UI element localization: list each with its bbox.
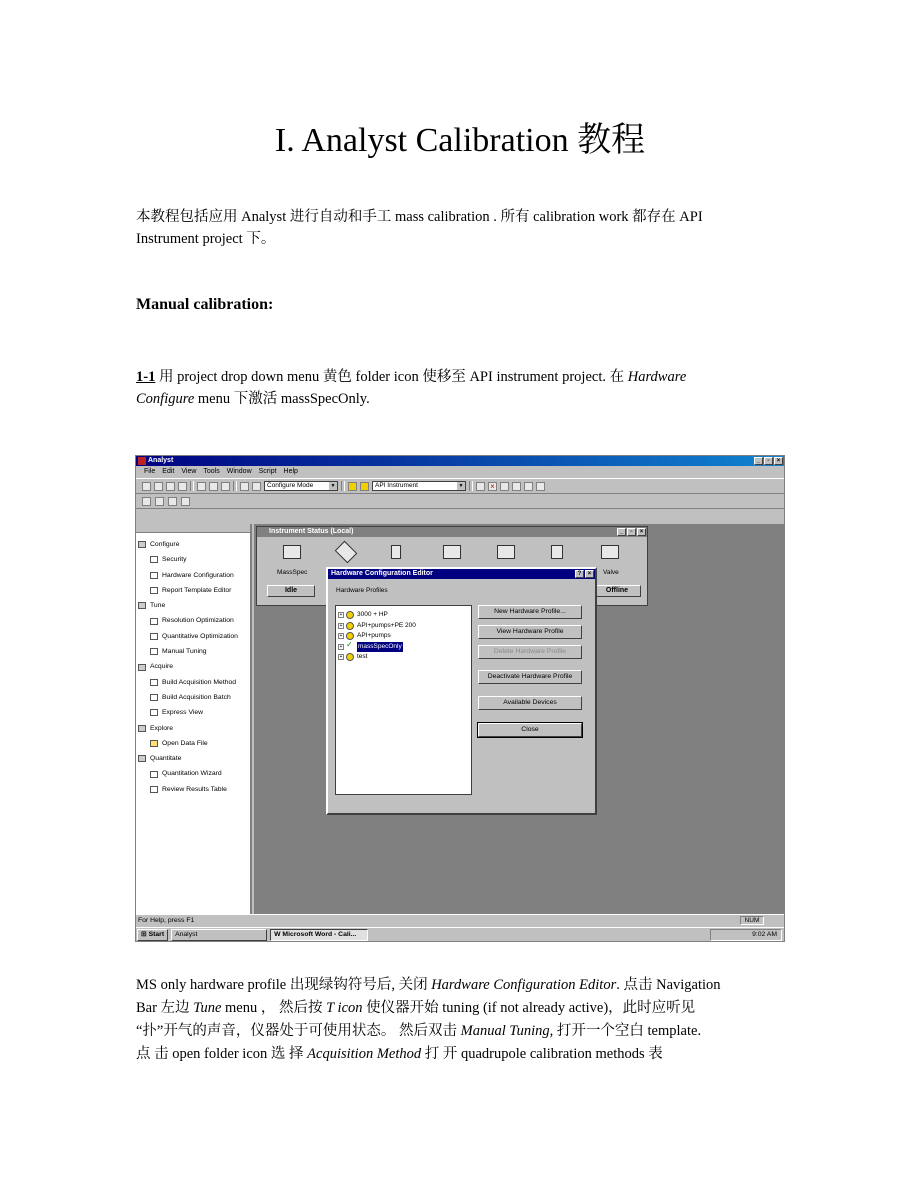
status-minimize-button[interactable]: _ [617, 528, 626, 536]
chevron-down-icon: ▼ [458, 483, 464, 489]
nav-item-quantitation-wizard[interactable] [138, 766, 250, 781]
section-heading: Manual calibration: [136, 296, 274, 313]
toolbar-separator [190, 481, 194, 491]
document-title: I. Analyst Calibration 教程 [274, 122, 646, 159]
hardware-profiles-label: Hardware Profiles [336, 587, 388, 594]
profile-item[interactable] [338, 621, 469, 632]
new-icon[interactable] [142, 482, 151, 491]
print-icon[interactable] [178, 482, 187, 491]
nav-item-icon [138, 541, 146, 548]
intro-line-1: 本教程包括应用 Analyst 进行自动和手工 mass calibration . 所有 calibration work 都存在 API [136, 209, 703, 225]
nav-item-label: Build Acquisition Batch [162, 693, 231, 701]
num-lock-indicator: NUM [740, 916, 764, 925]
nav-item-icon [150, 786, 158, 793]
save-icon[interactable] [166, 482, 175, 491]
nav-item-icon [150, 771, 158, 778]
tile-icon[interactable] [524, 482, 533, 491]
pump-icon[interactable] [391, 545, 401, 559]
nav-item-label: Review Results Table [162, 785, 227, 793]
analyst-app-icon [138, 457, 146, 465]
status-close-button[interactable]: × [637, 528, 646, 536]
close-dialog-button[interactable]: Close [478, 723, 582, 737]
nav-item-label: Open Data File [162, 739, 208, 747]
after-text-1a: MS only hardware profile 出现绿钩符号后, 关闭 [136, 977, 432, 993]
nav-item-label: Configure [150, 541, 180, 548]
profile-label: test [357, 653, 368, 660]
autosampler-icon[interactable] [443, 545, 461, 559]
nav-item-label: Quantitate [150, 755, 182, 763]
nav-item-label: Quantitative Optimization [162, 632, 238, 640]
navigation-bar-header [136, 524, 250, 533]
active-check-icon [346, 643, 354, 651]
minimize-button[interactable]: _ [754, 457, 763, 465]
expand-icon[interactable]: + [339, 612, 343, 619]
after-line-2 [136, 997, 786, 1020]
clock[interactable]: 9:02 AM [752, 931, 777, 938]
valve-state[interactable]: Offline [593, 585, 641, 597]
nav-item-icon [150, 679, 158, 686]
syringe-icon[interactable] [335, 541, 358, 564]
profile-item[interactable] [338, 610, 469, 621]
nav-item-label: Acquire [150, 663, 174, 671]
stop-icon[interactable]: × [488, 482, 497, 491]
close-button[interactable]: × [774, 457, 783, 465]
menu-help[interactable]: Help [283, 468, 298, 475]
open-icon[interactable] [154, 482, 163, 491]
folder-icon[interactable] [348, 482, 357, 491]
mode-combo[interactable] [264, 481, 338, 491]
dialog-close-icon[interactable]: × [585, 570, 594, 578]
valve-label: Valve [603, 569, 619, 576]
profile-check-icon [346, 622, 354, 630]
quantitate-icon[interactable] [168, 497, 177, 506]
profile-item[interactable] [338, 652, 469, 663]
status-window-controls [617, 528, 646, 536]
after-text-1b: . 点击 Navigation [616, 977, 721, 993]
nav-item-label: Hardware Configuration [162, 571, 234, 579]
taskbar-analyst-label: Analyst [175, 931, 198, 938]
status-text: For Help, press F1 [138, 917, 195, 924]
after-line-4 [136, 1043, 786, 1066]
menu-view[interactable]: View [181, 468, 197, 475]
nav-item-express-view[interactable] [138, 705, 250, 720]
after-italic-1: Hardware Configuration Editor [431, 977, 617, 993]
expand-icon[interactable]: + [339, 622, 343, 629]
start-button[interactable] [137, 929, 168, 941]
step-1-paragraph [136, 366, 786, 410]
menu-edit[interactable]: Edit [162, 468, 175, 475]
menu-tools[interactable]: Tools [203, 468, 220, 475]
new-hardware-profile-button[interactable]: New Hardware Profile... [478, 605, 582, 619]
profile-item[interactable] [338, 631, 469, 642]
step-number: 1-1 [136, 369, 156, 385]
oven-icon[interactable] [551, 545, 563, 559]
deactivate-hardware-profile-button[interactable]: Deactivate Hardware Profile [478, 670, 582, 684]
help-button[interactable]: ? [575, 570, 584, 578]
express-icon[interactable] [155, 497, 164, 506]
menu-file[interactable]: File [144, 468, 156, 475]
toolbar-separator [469, 481, 473, 491]
expand-icon[interactable]: + [339, 633, 343, 640]
nav-item-label: Resolution Optimization [162, 617, 234, 625]
nav-item-resolution-optimization[interactable] [138, 613, 250, 628]
word-icon: W [274, 931, 281, 938]
delete-hardware-profile-button[interactable]: Delete Hardware Profile [478, 645, 582, 659]
dialog-controls [575, 570, 594, 578]
after-italic-3: Manual Tuning [460, 1023, 550, 1039]
taskbar-analyst[interactable] [171, 929, 267, 941]
paste-icon[interactable] [221, 482, 230, 491]
profile-label: massSpecOnly [357, 642, 403, 653]
nav-item-open-data-file[interactable] [138, 736, 250, 751]
project-folder-icon[interactable] [360, 482, 369, 491]
profile-label: API+pumps+PE 200 [357, 621, 416, 629]
nav-item-security[interactable] [138, 552, 250, 567]
toolbar-separator [341, 481, 345, 491]
after-text-2a: Bar 左边 [136, 1000, 194, 1016]
after-text-3b: , 打开一个空白 template. [549, 1023, 702, 1039]
expand-icon[interactable]: + [339, 654, 343, 661]
nav-item-icon [150, 633, 158, 640]
windows-taskbar [136, 927, 784, 942]
grid-icon[interactable] [536, 482, 545, 491]
nav-item-report-template-editor[interactable] [138, 583, 250, 598]
profile-check-icon [346, 653, 354, 661]
expand-icon[interactable]: + [339, 643, 343, 650]
nav-item-icon [138, 664, 146, 671]
nav-item-build-acquisition-method[interactable] [138, 675, 250, 690]
hardware-icon[interactable] [142, 497, 151, 506]
nav-item-icon [150, 740, 158, 747]
dialog-title: Hardware Configuration Editor [331, 570, 433, 577]
hardware-configuration-editor [326, 567, 597, 815]
instrument-icon[interactable] [476, 482, 485, 491]
mode-combo-value: Configure Mode [267, 482, 314, 489]
step-1-line-2 [136, 388, 786, 410]
cut-icon[interactable] [197, 482, 206, 491]
nav-item-hardware-configuration[interactable] [138, 568, 250, 583]
hardware-profiles-tree [335, 605, 472, 795]
nav-item-configure[interactable] [138, 537, 250, 552]
menu-window[interactable]: Window [226, 468, 252, 475]
step-1-line-1 [136, 366, 786, 388]
nav-item-label: Express View [162, 709, 204, 717]
after-text-3a: “扑”开气的声音，仪器处于可使用状态。 然后双击 [136, 1023, 461, 1039]
after-line-3 [136, 1020, 786, 1043]
valve-icon[interactable] [601, 545, 619, 559]
undo-icon[interactable] [240, 482, 249, 491]
step-1-text-b: menu 下激活 massSpecOnly. [194, 391, 370, 407]
mass-spec-label: MassSpec [277, 569, 308, 576]
nav-item-label: Manual Tuning [162, 648, 207, 656]
nav-item-label: Quantitation Wizard [162, 770, 222, 778]
after-text-4a: 点 击 open folder icon 选 择 [136, 1046, 308, 1062]
view-hardware-profile-button[interactable]: View Hardware Profile [478, 625, 582, 639]
step-1-italic-a: Hardware [627, 369, 687, 385]
app-titlebar [136, 456, 784, 466]
after-italic-4: Acquisition Method [307, 1046, 422, 1062]
navigation-bar [136, 524, 252, 914]
nav-item-icon [150, 556, 158, 563]
copy-icon[interactable] [209, 482, 218, 491]
profile-item-selected[interactable] [338, 642, 469, 653]
status-maximize-button[interactable]: ▫ [627, 528, 636, 536]
secondary-toolbar [136, 494, 784, 509]
main-toolbar [136, 478, 784, 494]
security-icon[interactable] [181, 497, 190, 506]
after-text-2b: menu ， 然后按 [221, 1000, 327, 1016]
analyst-screenshot [135, 455, 785, 942]
intro-line-2: Instrument project 下。 [136, 231, 276, 247]
nav-item-explore[interactable] [138, 721, 250, 736]
mass-spec-state[interactable]: Idle [267, 585, 315, 597]
nav-item-label: Report Template Editor [162, 586, 232, 594]
nav-item-icon [150, 587, 158, 594]
nav-item-manual-tuning[interactable] [138, 644, 250, 659]
instrument-status-titlebar [257, 527, 647, 537]
nav-item-review-results-table[interactable] [138, 782, 250, 797]
start-label: Start [148, 931, 165, 938]
profile-check-icon [346, 611, 354, 619]
menu-script[interactable]: Script [258, 468, 277, 475]
project-combo[interactable] [372, 481, 466, 491]
dialog-titlebar [328, 569, 595, 579]
mass-spec-icon[interactable] [283, 545, 301, 559]
toolbar-separator [233, 481, 237, 491]
intro-paragraph [136, 206, 786, 250]
nav-item-icon [150, 618, 158, 625]
nav-item-tune[interactable] [138, 598, 250, 613]
nav-item-icon [138, 725, 146, 732]
profile-label: API+pumps [357, 632, 391, 639]
step-1-text-a: 用 project drop down menu 黄色 folder icon 使移至 API instrument project. 在 [155, 369, 628, 385]
nav-item-icon [150, 572, 158, 579]
status-bar [136, 914, 784, 925]
maximize-button[interactable]: ▫ [764, 457, 773, 465]
system-tray [710, 929, 782, 941]
nav-item-icon [150, 694, 158, 701]
after-text-2c: 使仪器开始 tuning (if not already active)，此时应听见 [362, 1000, 696, 1016]
navigation-list [136, 533, 250, 797]
menu-bar [136, 466, 784, 478]
window-controls [754, 457, 783, 465]
nav-item-build-acquisition-batch[interactable] [138, 690, 250, 705]
window-icon[interactable] [512, 482, 521, 491]
nav-item-quantitate[interactable] [138, 751, 250, 766]
available-devices-button[interactable]: Available Devices [478, 696, 582, 710]
after-line-1 [136, 974, 786, 997]
instrument-status-title: Instrument Status (Local) [269, 528, 354, 535]
after-paragraph [136, 974, 786, 1066]
app-title: Analyst [148, 457, 174, 464]
nav-item-icon [138, 755, 146, 762]
redo-icon[interactable] [252, 482, 261, 491]
chevron-down-icon: ▼ [330, 483, 336, 489]
project-combo-value: API Instrument [375, 482, 418, 489]
nav-item-icon [150, 709, 158, 716]
detector-icon[interactable] [497, 545, 515, 559]
nav-item-label: Build Acquisition Method [162, 678, 237, 686]
taskbar-word-label: Microsoft Word - Cali... [282, 931, 357, 938]
after-text-4b: 打 开 quadrupole calibration methods 表 [421, 1046, 663, 1062]
nav-item-acquire[interactable] [138, 659, 250, 674]
profile-label: 3000 + HP [357, 611, 388, 618]
nav-item-quantitative-optimization[interactable] [138, 629, 250, 644]
step-1-italic-b: Configure [136, 391, 195, 407]
nav-item-icon [138, 602, 146, 609]
nav-item-label: Explore [150, 724, 174, 732]
nav-item-label: Security [162, 556, 187, 564]
nav-item-icon [150, 648, 158, 655]
queue-icon[interactable] [500, 482, 509, 491]
taskbar-word[interactable] [270, 929, 368, 941]
windows-logo-icon: ⊞ [141, 931, 147, 938]
after-italic-2b: T icon [326, 1000, 363, 1016]
after-italic-2a: Tune [193, 1000, 222, 1016]
nav-item-label: Tune [150, 602, 166, 610]
